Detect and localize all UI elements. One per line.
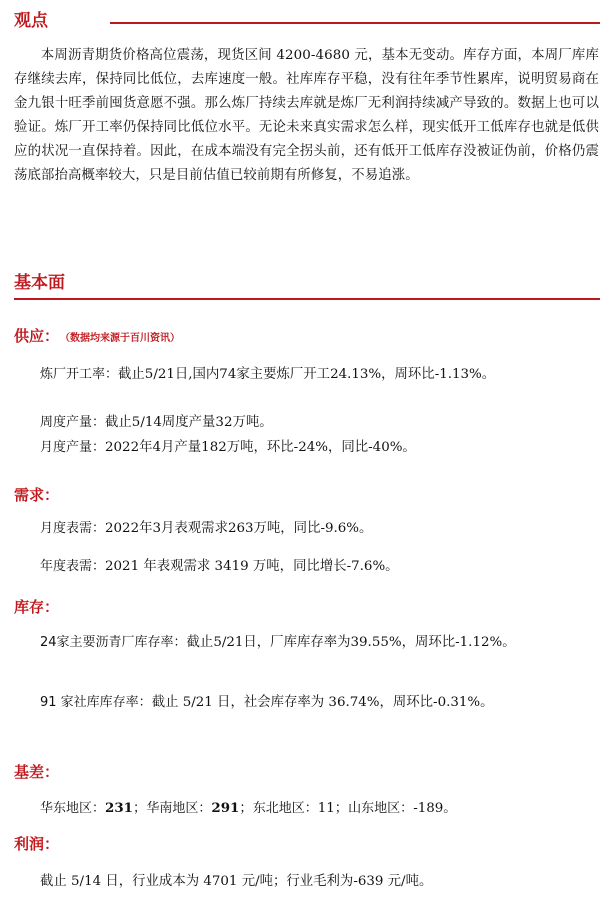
supply-source-note: （数据均来源于百川资讯） [65, 333, 181, 344]
inventory-title: 库存： [14, 598, 60, 616]
demand-item-yearly: 年度表需：2021 年表观需求 3419 万吨，同比增长-7.6%。 [40, 559, 399, 574]
viewpoint-rule [110, 22, 600, 24]
fundamentals-header [14, 272, 65, 294]
basis-east-label: 华东地区： [40, 801, 106, 816]
fundamentals-title: 基本面 [14, 273, 65, 293]
inventory-item-factory: 24家主要沥青厂库存率：截止5/21日，厂库库存率为39.55%，周环比-1.12%。 [40, 635, 516, 650]
demand-item-monthly: 月度表需：2022年3月表观需求263万吨，同比-9.6%。 [40, 521, 373, 536]
profit-heading [14, 834, 59, 854]
basis-line: 华东地区：231；华南地区：291；东北地区：11；山东地区：-189。 [40, 800, 457, 816]
inventory-heading [14, 597, 59, 617]
demand-heading [14, 485, 59, 505]
fundamentals-rule [14, 298, 600, 300]
basis-south-label: 华南地区： [146, 801, 212, 816]
viewpoint-paragraph: 本周沥青期货价格高位震荡，现货区间 4200-4680 元，基本无变动。库存方面，本周厂库库存继续去库，保持同比低位，去库速度一般。社库库存平稳，没有往年季节性累库，说明贸易商在金九银十旺季前囤货意愿不强。那么炼厂持续去库就是炼厂无利润持续减产导致的。数据上也可以验证。炼厂开工率仍保持同比低位水平。无论未来真实需求怎么样，现实低开工低库存也就是低供应的状况一直保持着。因此，在成本端没有完全拐头前，还有低开工低库存没被证伪前，价格仍震荡底部抬高概率较大，只是目前估值已较前期有所修复，不易追涨。 [14, 48, 599, 183]
demand-title: 需求： [14, 486, 60, 504]
basis-heading [14, 762, 59, 782]
basis-shandong-label: 山东地区： [348, 801, 414, 816]
supply-item-weekly-output: 周度产量：截止5/14周度产量32万吨。 [40, 415, 273, 430]
basis-shandong-value: -189 [413, 801, 444, 816]
profit-line: 截止 5/14 日，行业成本为 4701 元/吨；行业毛利为-639 元/吨。 [40, 874, 433, 889]
inventory-item-social: 91 家社库库存率：截止 5/21 日，社会库存率为 36.74%，周环比-0.31%。 [40, 695, 494, 710]
profit-title: 利润： [14, 835, 60, 853]
basis-title: 基差： [14, 763, 60, 781]
viewpoint-title: 观点 [14, 11, 48, 31]
supply-item-monthly-output: 月度产量：2022年4月产量182万吨，环比-24%，同比-40%。 [40, 440, 416, 455]
basis-south-value: 291 [211, 800, 240, 816]
supply-title: 供应： [14, 327, 60, 345]
viewpoint-header [14, 10, 48, 32]
basis-northeast-label: 东北地区： [252, 801, 318, 816]
supply-heading [14, 326, 180, 349]
supply-item-utilization: 炼厂开工率：截止5/21日,国内74家主要炼厂开工24.13%，周环比-1.13%。 [40, 367, 496, 382]
basis-northeast-value: 11 [317, 801, 335, 816]
basis-east-value: 231 [105, 800, 133, 816]
